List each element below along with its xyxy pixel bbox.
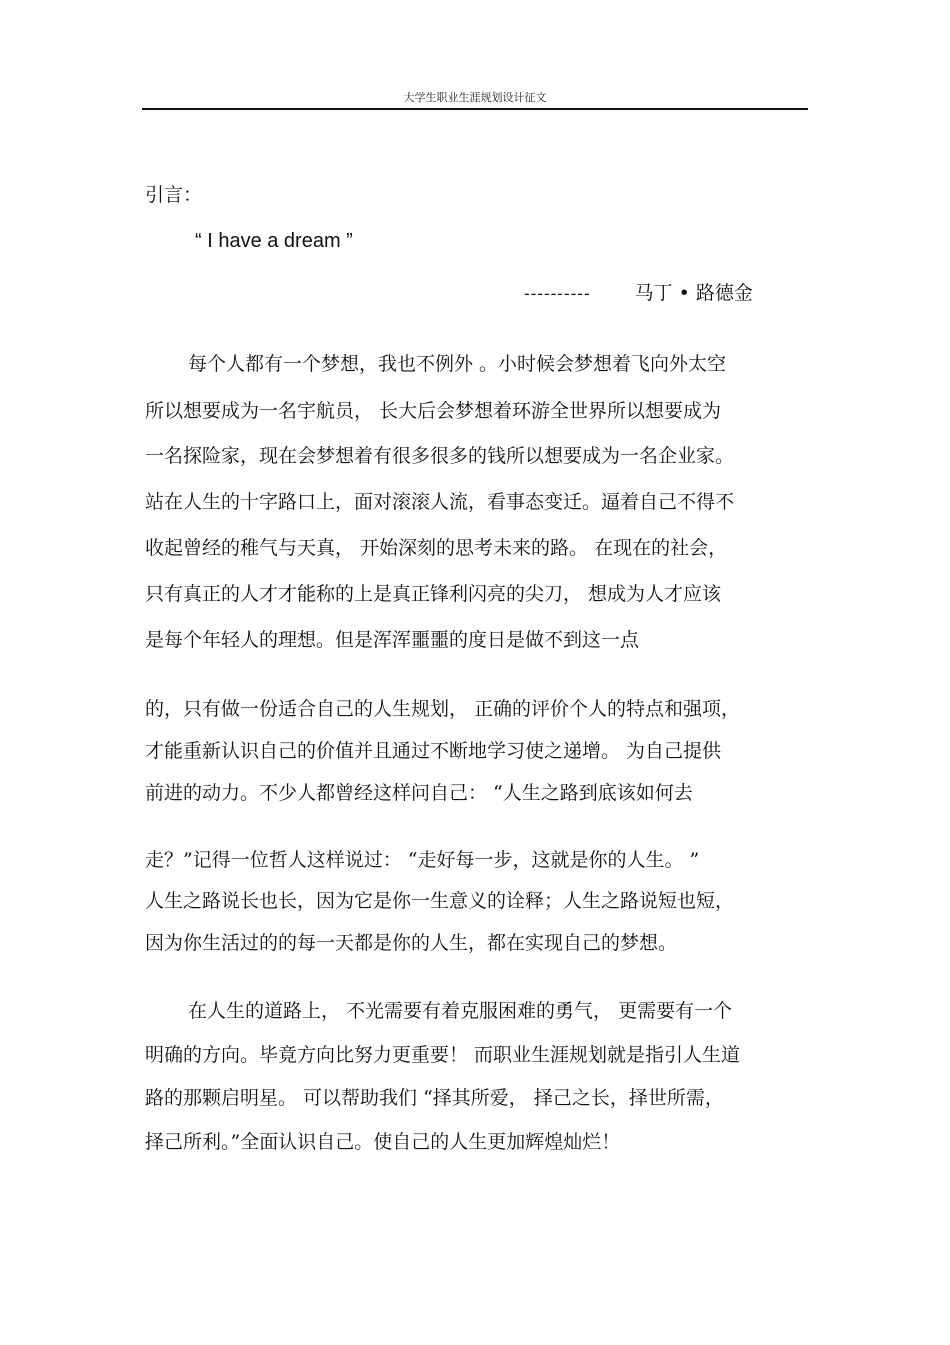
page-header: 大学生职业生涯规划设计征文 <box>403 91 547 104</box>
paragraph-line: 收起曾经的稚气与天真， 开始深刻的思考未来的路。 在现在的社会， <box>145 537 728 559</box>
paragraph-line: 因为你生活过的的每一天都是你的人生，都在实现自己的梦想。 <box>145 932 678 954</box>
quote-attribution <box>524 278 753 305</box>
paragraph-line: 是每个年轻人的理想。但是浑浑噩噩的度日是做不到这一点 <box>145 629 640 651</box>
paragraph-line: 人生之路说长也长，因为它是你一生意义的诠释；人生之路说短也短， <box>145 890 735 912</box>
intro-quote: “ I have a dream ” <box>195 230 353 252</box>
paragraph-line: 只有真正的人才才能称的上是真正锋利闪亮的尖刀， 想成为人才应该 <box>145 583 722 605</box>
paragraph-line: 站在人生的十字路口上，面对滚滚人流，看事态变迁。逼着自己不得不 <box>145 491 735 513</box>
paragraph-line: 一名探险家，现在会梦想着有很多很多的钱所以想要成为一名企业家。 <box>145 445 735 467</box>
paragraph-line: 在人生的道路上， 不光需要有着克服困难的勇气， 更需要有一个 <box>188 1000 733 1022</box>
paragraph-line: 每个人都有一个梦想，我也不例外 。小时候会梦想着飞向外太空 <box>188 353 727 375</box>
paragraph-line: 前进的动力。不少人都曾经这样问自己： “人生之路到底该如何去 <box>145 782 693 804</box>
attribution-name: 马丁 • 路德金 <box>634 282 753 304</box>
paragraph-line: 择己所利。”全面认识自己。使自己的人生更加辉煌灿烂！ <box>145 1131 621 1153</box>
intro-label: 引言： <box>145 184 203 206</box>
paragraph-line: 走？”记得一位哲人这样说过： “走好每一步，这就是你的人生。 ” <box>145 849 700 871</box>
header-rule <box>142 108 808 110</box>
paragraph-line: 所以想要成为一名宇航员， 长大后会梦想着环游全世界所以想要成为 <box>145 400 722 422</box>
attribution-dash: ---------- <box>524 284 591 303</box>
paragraph-line: 路的那颗启明星。 可以帮助我们 “择其所爱， 择己之长，择世所需， <box>145 1087 724 1109</box>
paragraph-line: 的，只有做一份适合自己的人生规划， 正确的评价个人的特点和强项， <box>145 698 741 720</box>
paragraph-line: 才能重新认识自己的价值并且通过不断地学习使之递增。 为自己提供 <box>145 740 722 762</box>
paragraph-line: 明确的方向。毕竟方向比努力更重要！ 而职业生涯规划就是指引人生道 <box>145 1044 741 1066</box>
